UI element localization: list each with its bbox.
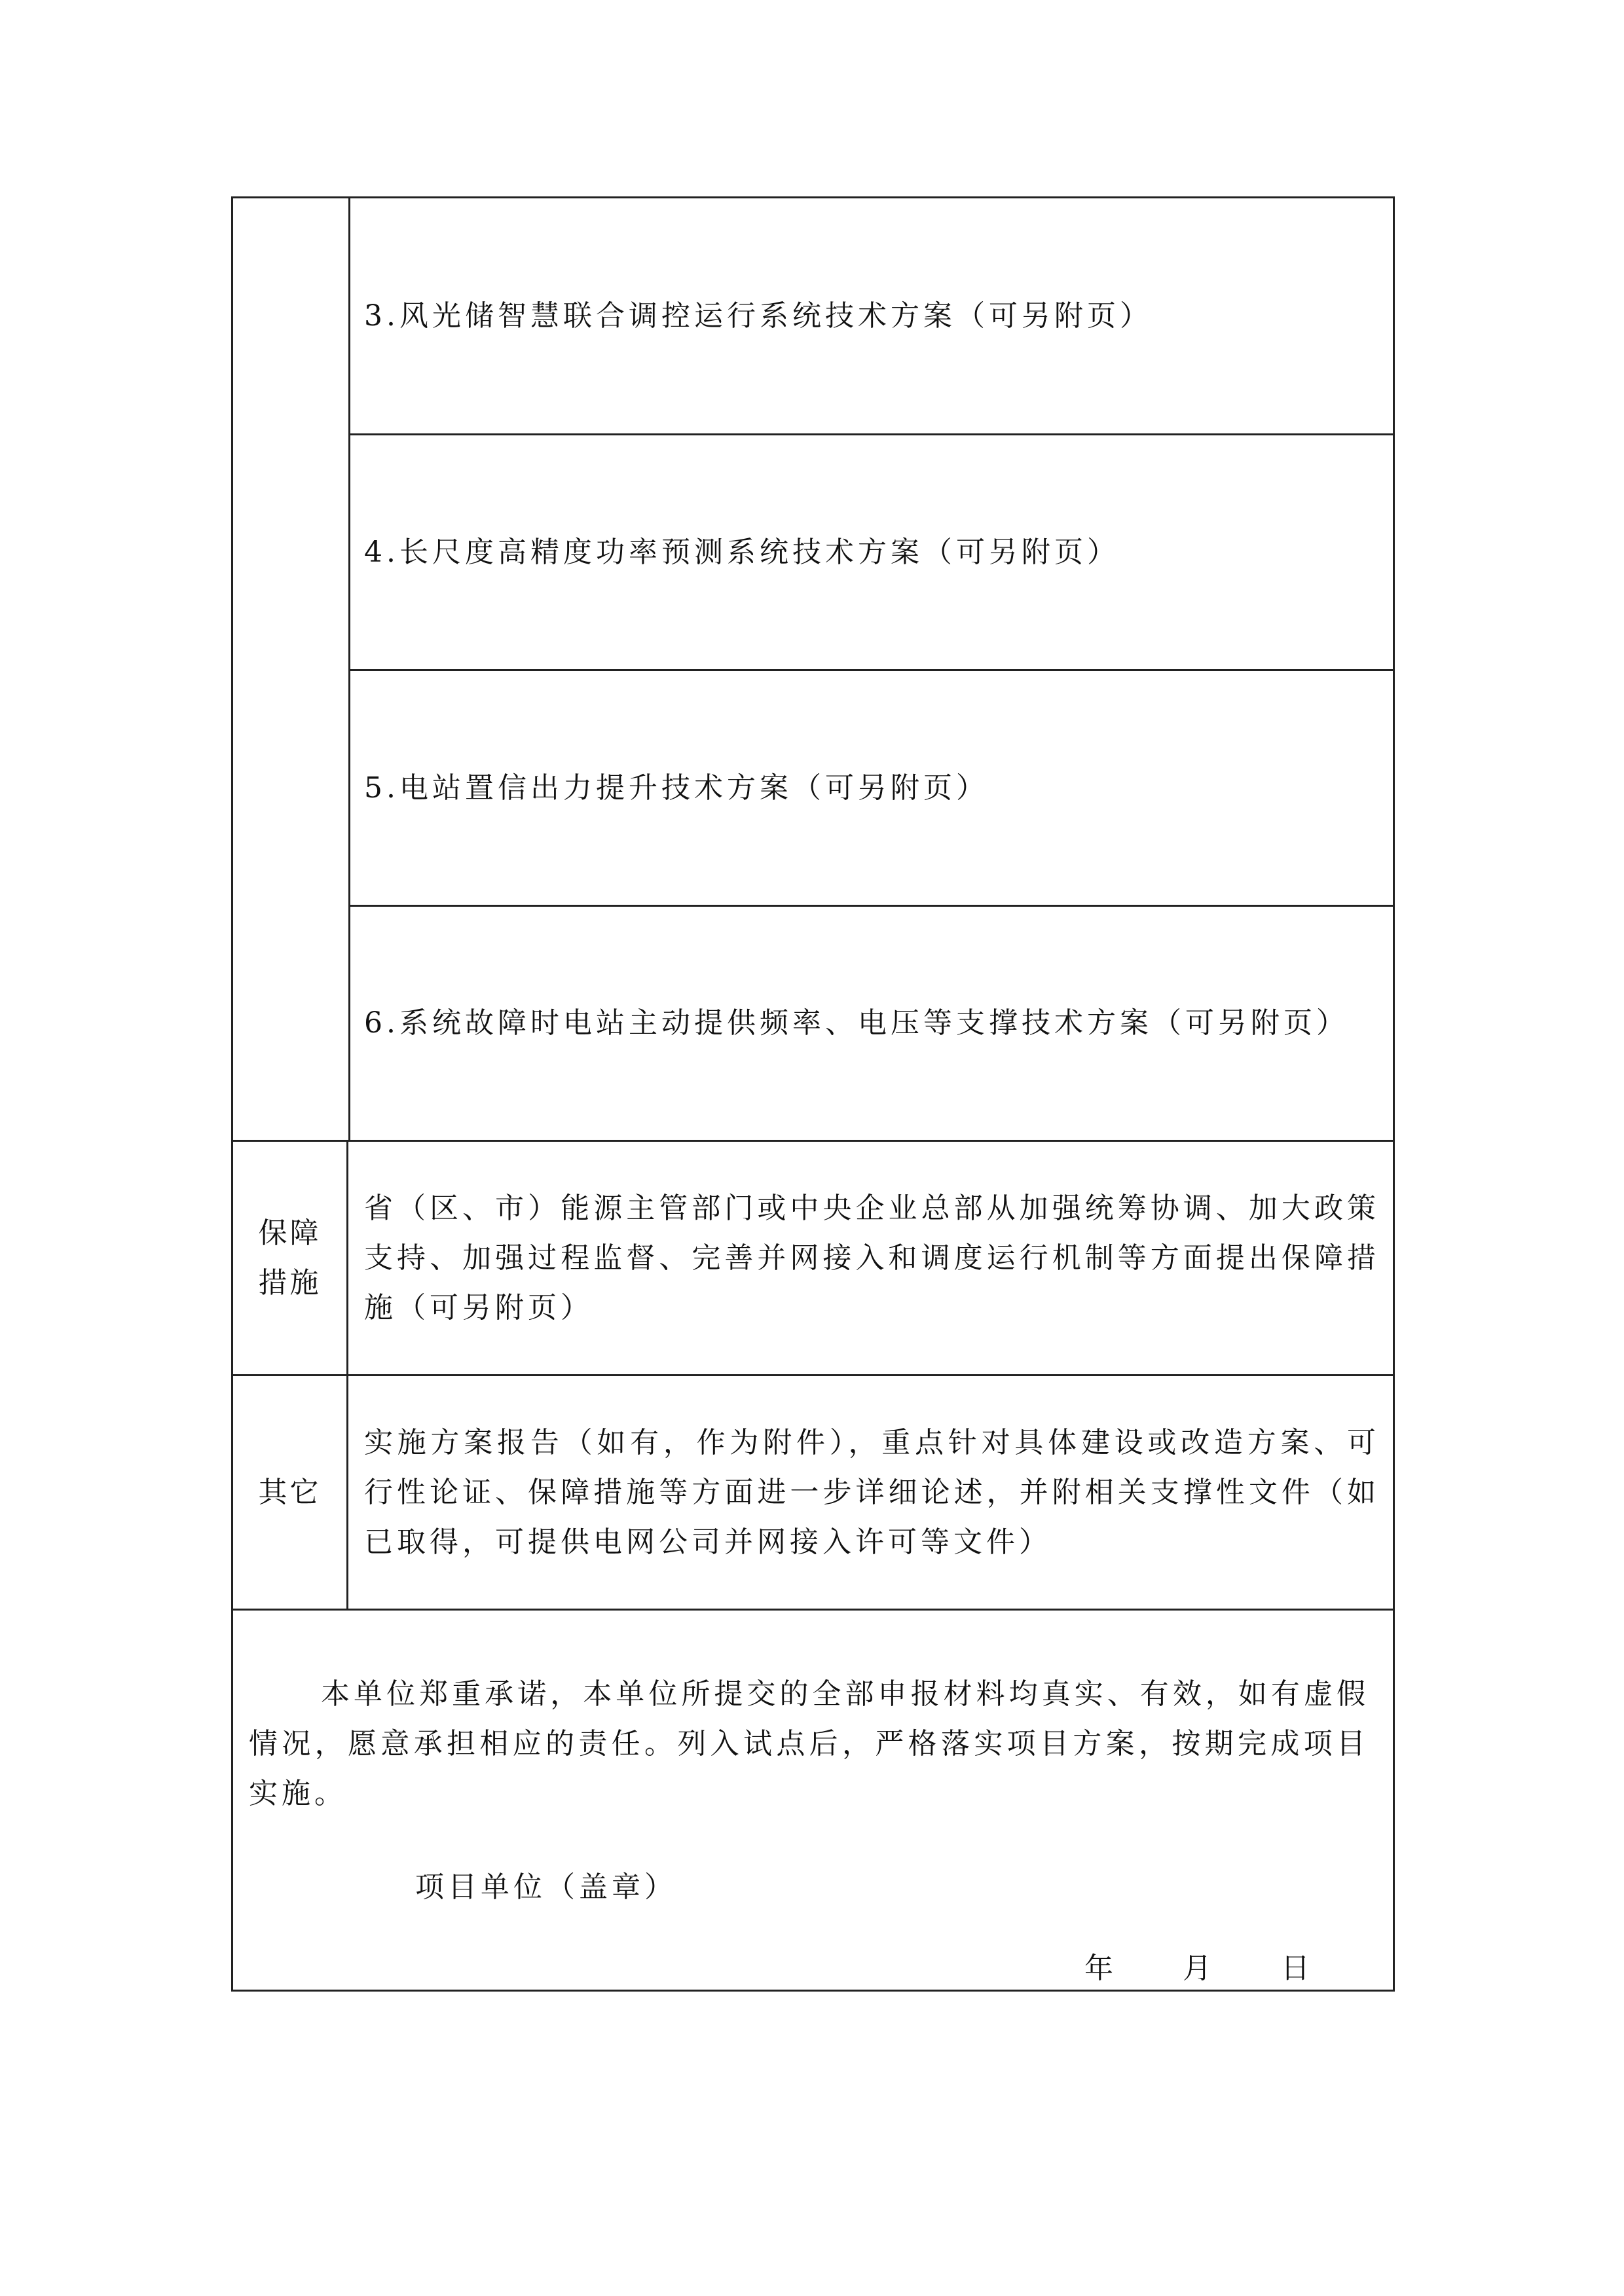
tech-item-cell: [348, 907, 1393, 1140]
tech-item-row-6: [233, 907, 1393, 1140]
other-text: 实施方案报告（如有，作为附件），重点针对具体建设或改造方案、可行性论证、保障措施等方面进一步详细论述，并附相关支撑性文件（如已取得，可提供电网公司并网接入许可等文件）: [364, 1425, 1380, 1559]
safeguard-row: [233, 1140, 1393, 1374]
date-month-label: 月: [1183, 1952, 1211, 1985]
safeguard-label-cell: [233, 1142, 348, 1374]
tech-item-cell: [348, 198, 1393, 433]
date-year-label: 年: [1084, 1952, 1113, 1985]
other-content-cell: [348, 1376, 1393, 1609]
other-label: 其它: [258, 1475, 322, 1509]
application-form-table: [231, 196, 1395, 1992]
safeguard-label: 保障措施: [258, 1216, 322, 1300]
safeguard-text: 省（区、市）能源主管部门或中央企业总部从加强统筹协调、加大政策支持、加强过程监督、完善并网接入和调度运行机制等方面提出保障措施（可另附页）: [364, 1191, 1380, 1324]
tech-item-row-5: [233, 671, 1393, 905]
tech-item-cell: [348, 671, 1393, 905]
safeguard-content-cell: [348, 1142, 1393, 1374]
tech-item-text: 6.系统故障时电站主动提供频率、电压等支撑技术方案（可另附页）: [364, 1006, 1349, 1040]
commitment-block: [233, 1609, 1393, 1994]
tech-item-cell: [348, 435, 1393, 669]
date-day-label: 日: [1281, 1952, 1310, 1985]
seal-label: 项目单位（盖章）: [415, 1870, 677, 1904]
empty-label-cell: [233, 198, 348, 433]
tech-item-text: 4.长尺度高精度功率预测系统技术方案（可另附页）: [364, 535, 1120, 569]
other-label-cell: [233, 1376, 348, 1609]
other-row: [233, 1374, 1393, 1609]
tech-item-row-4: [233, 435, 1393, 669]
tech-item-text: 3.风光储智慧联合调控运行系统技术方案（可另附页）: [364, 299, 1153, 333]
commitment-text: 本单位郑重承诺，本单位所提交的全部申报材料均真实、有效，如有虚假情况，愿意承担相应的责任。列入试点后，严格落实项目方案，按期完成项目实施。: [249, 1677, 1369, 1810]
date-line: [1084, 1944, 1310, 1986]
tech-item-text: 5.电站置信出力提升技术方案（可另附页）: [364, 771, 989, 805]
tech-item-row-3: [233, 198, 1393, 433]
